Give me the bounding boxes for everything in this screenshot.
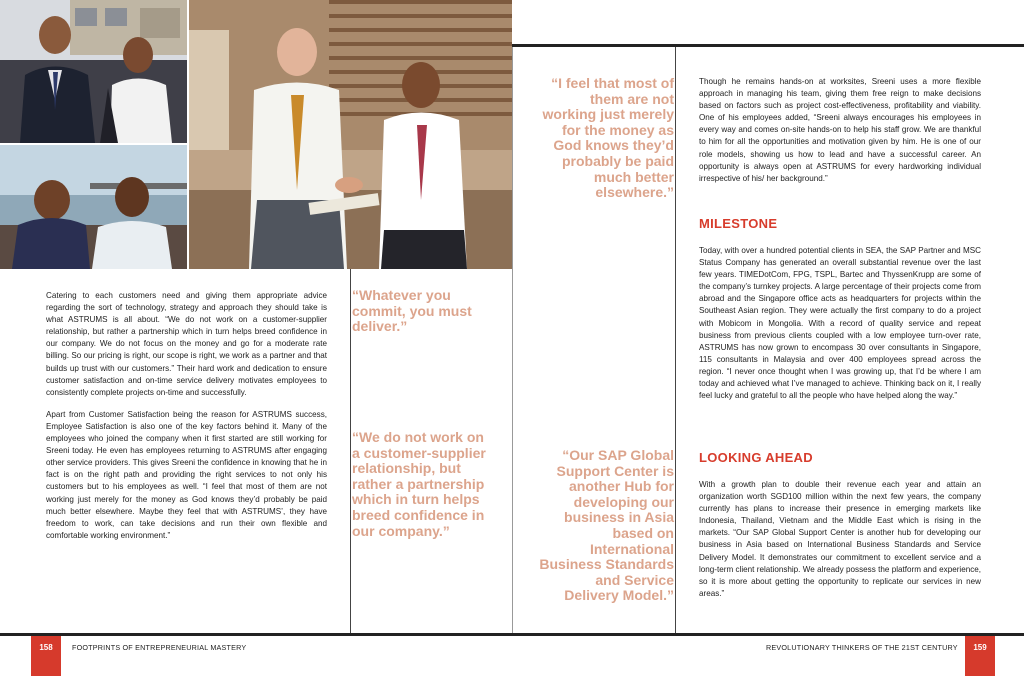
page-number-right: 159 [965,636,995,676]
pull-quote-partnership: “We do not work on a customer-supplier relationship, but rather a partnership which in turn helps breed confidence in our company.” [352,429,486,539]
milestone-text: Today, with over a hundred potential clients in SEA, the SAP Partner and MSC Status Company has generated an overall substantial revenue over the last few years. TIMEDotCom, FPG, TSPL, Bartec and ThyssenKrupp are some of the company’s turnkey projects. A large percentage of their projects come from abroad and the Singapore office acts as headquarters for projects within the Southeast Asian region. They were actually the first company to do a project with Mobicom in Mongolia. With a record of quality service and repeat business from previous clients coupled with a low employee turn-over rate, ASTRUMS has now grown to encompass 30 over consultants in Singapore, 115 consultants in Malaysia and over 400 employees spread across the region. “I never once thought when I was growing up, that I’d be where I am today and achieved what I’ve managed to achieve. Thinking back on it, I really feel lucky and grateful to all the people who have helped along the way.” [699,246,981,401]
bottom-rule [0,633,1024,636]
photo-handshake [189,0,512,269]
looking-ahead-text: With a growth plan to double their revenue each year and attain an organization worth SGD100 million within the next few years, the company currently has plans to increase their presence in emerging markets like Indonesia, Thailand, Vietnam and the Middle East which is rising in the markets. “Our SAP Global Support Center is another hub for developing our business in Asia based on International Business Standards and Service Delivery Model. It demonstrates our commitment to excellent service and a long-term client relationship. We already possess the platform and experience, so it is more about getting the opportunity to replicate our services in new areas.” [699,480,981,598]
gutter-rule [512,47,513,633]
column-rule-left [350,269,351,633]
looking-ahead-heading: LOOKING AHEAD [699,450,813,465]
right-intro-text: Though he remains hands-on at worksites, Sreeni uses a more flexible approach in managing his team, giving them free reign to make decisions based on factors such as project cost-effectiveness, profitability and viability. One of his employees added, “Sreeni always encourages his employees in every way and comes on-site hands-on to help his staff grow. We are thankful to him for all the opportunities and motivation given by him. He is one of our role models, showing us how to lead and have a successful career. An opportunity is always open at ASTRUMS for every hardworking individual irrespective of his/ her background.” [699,77,981,183]
left-body-text [46,290,327,552]
pull-quote-sap-hub: “Our SAP Global Support Center is another Hub for developing our business in Asia based on International Business Standards and Service Delivery Model.” [539,447,674,604]
running-head-left: FOOTPRINTS OF ENTREPRENEURIAL MASTERY [72,643,247,652]
left-paragraph-2: Apart from Customer Satisfaction being the reason for ASTRUMS success, Employee Satisfaction is also one of the key factors behind it. Many of the employees who joined the company when it first started are still working for Sreeni today. He even has employees returning to ASTRUMS after engaging other service providers. This gives Sreeni the confidence in knowing that he in fact is on the right path and providing the right services to not only his customers but to his employees as well. “I feel that most of them are not working just merely for the money as God knows they’d probably be paid much better elsewhere. Maybe they feel that with ASTRUMS’, they have freedom to work, can take decisions and run their own flexible and comfortable working environment.” [46,409,327,540]
pull-quote-commit: “Whatever you commit, you must deliver.” [352,287,472,335]
column-rule-right [675,47,676,633]
photo-two-men-outdoor [0,0,187,143]
left-paragraph-1: Catering to each customers need and giving them appropriate advice regarding the sort of technology, strategy and approach they should take is what ASTRUMS is all about. “We do not work on a customer-supplier relationship, but rather a partnership which in turn helps breed confidence in our company. We do not focus on the money and go for a moderate rate billing. So our pricing is right, our scope is right, we work as a partner and that builds up trust with our customers.” Their hard work and dedication to ensure customer satisfaction and on-time service delivery motivates employees to consistently complete projects on-time and successfully. [46,291,327,397]
running-head-right: REVOLUTIONARY THINKERS OF THE 21ST CENTURY [766,643,958,652]
milestone-heading: MILESTONE [699,216,778,231]
pull-quote-money: “I feel that most of them are not working just merely for the money as God knows they’d probably be paid much better elsewhere.” [542,75,674,201]
page-number-left: 158 [31,636,61,676]
top-rule [512,44,1024,47]
photo-two-men-waterfront [0,145,187,269]
